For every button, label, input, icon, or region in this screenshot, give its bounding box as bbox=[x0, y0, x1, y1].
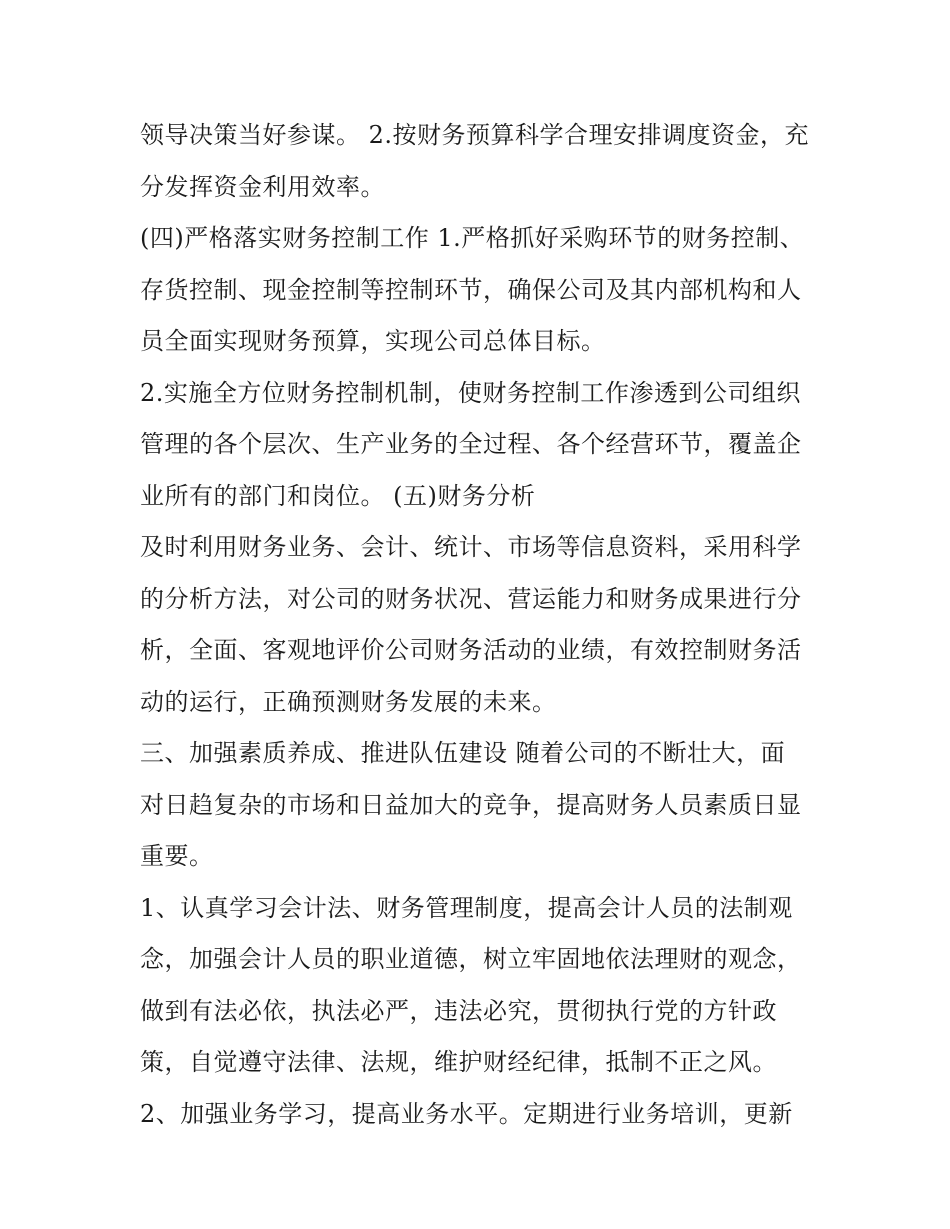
text-line: (四)严格落实财务控制工作 1.严格抓好采购环节的财务控制、 bbox=[140, 224, 805, 252]
text-line: 存货控制、现金控制等控制环节，确保公司及其内部机构和人 bbox=[140, 275, 802, 304]
text-line: 重要。 bbox=[140, 842, 214, 870]
text-line: 做到有法必依，执法必严，违法必究，贯彻执行党的方针政 bbox=[140, 996, 777, 1025]
text-line: 2、加强业务学习，提高业务水平。定期进行业务培训，更新 bbox=[140, 1099, 793, 1128]
text-line: 念，加强会计人员的职业道德，树立牢固地依法理财的观念， bbox=[140, 945, 802, 973]
text-line: 员全面实现财务预算，实现公司总体目标。 bbox=[140, 327, 606, 355]
text-line: 的分析方法，对公司的财务状况、营运能力和财务成果进行分 bbox=[140, 584, 802, 613]
text-line: 析，全面、客观地评价公司财务活动的业绩，有效控制财务活 bbox=[140, 636, 802, 664]
text-line: 三、加强素质养成、推进队伍建设 随着公司的不断壮大，面 bbox=[140, 739, 786, 767]
text-line: 对日趋复杂的市场和日益加大的竞争，提高财务人员素质日显 bbox=[140, 790, 802, 819]
text-line: 领导决策当好参谋。 2.按财务预算科学合理安排调度资金，充 bbox=[140, 121, 810, 149]
text-line: 1、认真学习会计法、财务管理制度，提高会计人员的法制观 bbox=[140, 893, 793, 922]
text-line: 动的运行，正确预测财务发展的未来。 bbox=[140, 687, 557, 716]
text-line: 2.实施全方位财务控制机制，使财务控制工作渗透到公司组织 bbox=[140, 378, 801, 407]
text-line: 业所有的部门和岗位。 (五)财务分析 bbox=[140, 481, 536, 510]
document-body bbox=[140, 110, 820, 1140]
text-line: 管理的各个层次、生产业务的全过程、各个经营环节，覆盖企 bbox=[140, 430, 802, 458]
text-line: 分发挥资金利用效率。 bbox=[140, 172, 385, 201]
text-line: 策，自觉遵守法律、法规，维护财经纪律，抵制不正之风。 bbox=[140, 1048, 777, 1076]
text-line: 及时利用财务业务、会计、统计、市场等信息资料，采用科学 bbox=[140, 533, 802, 561]
